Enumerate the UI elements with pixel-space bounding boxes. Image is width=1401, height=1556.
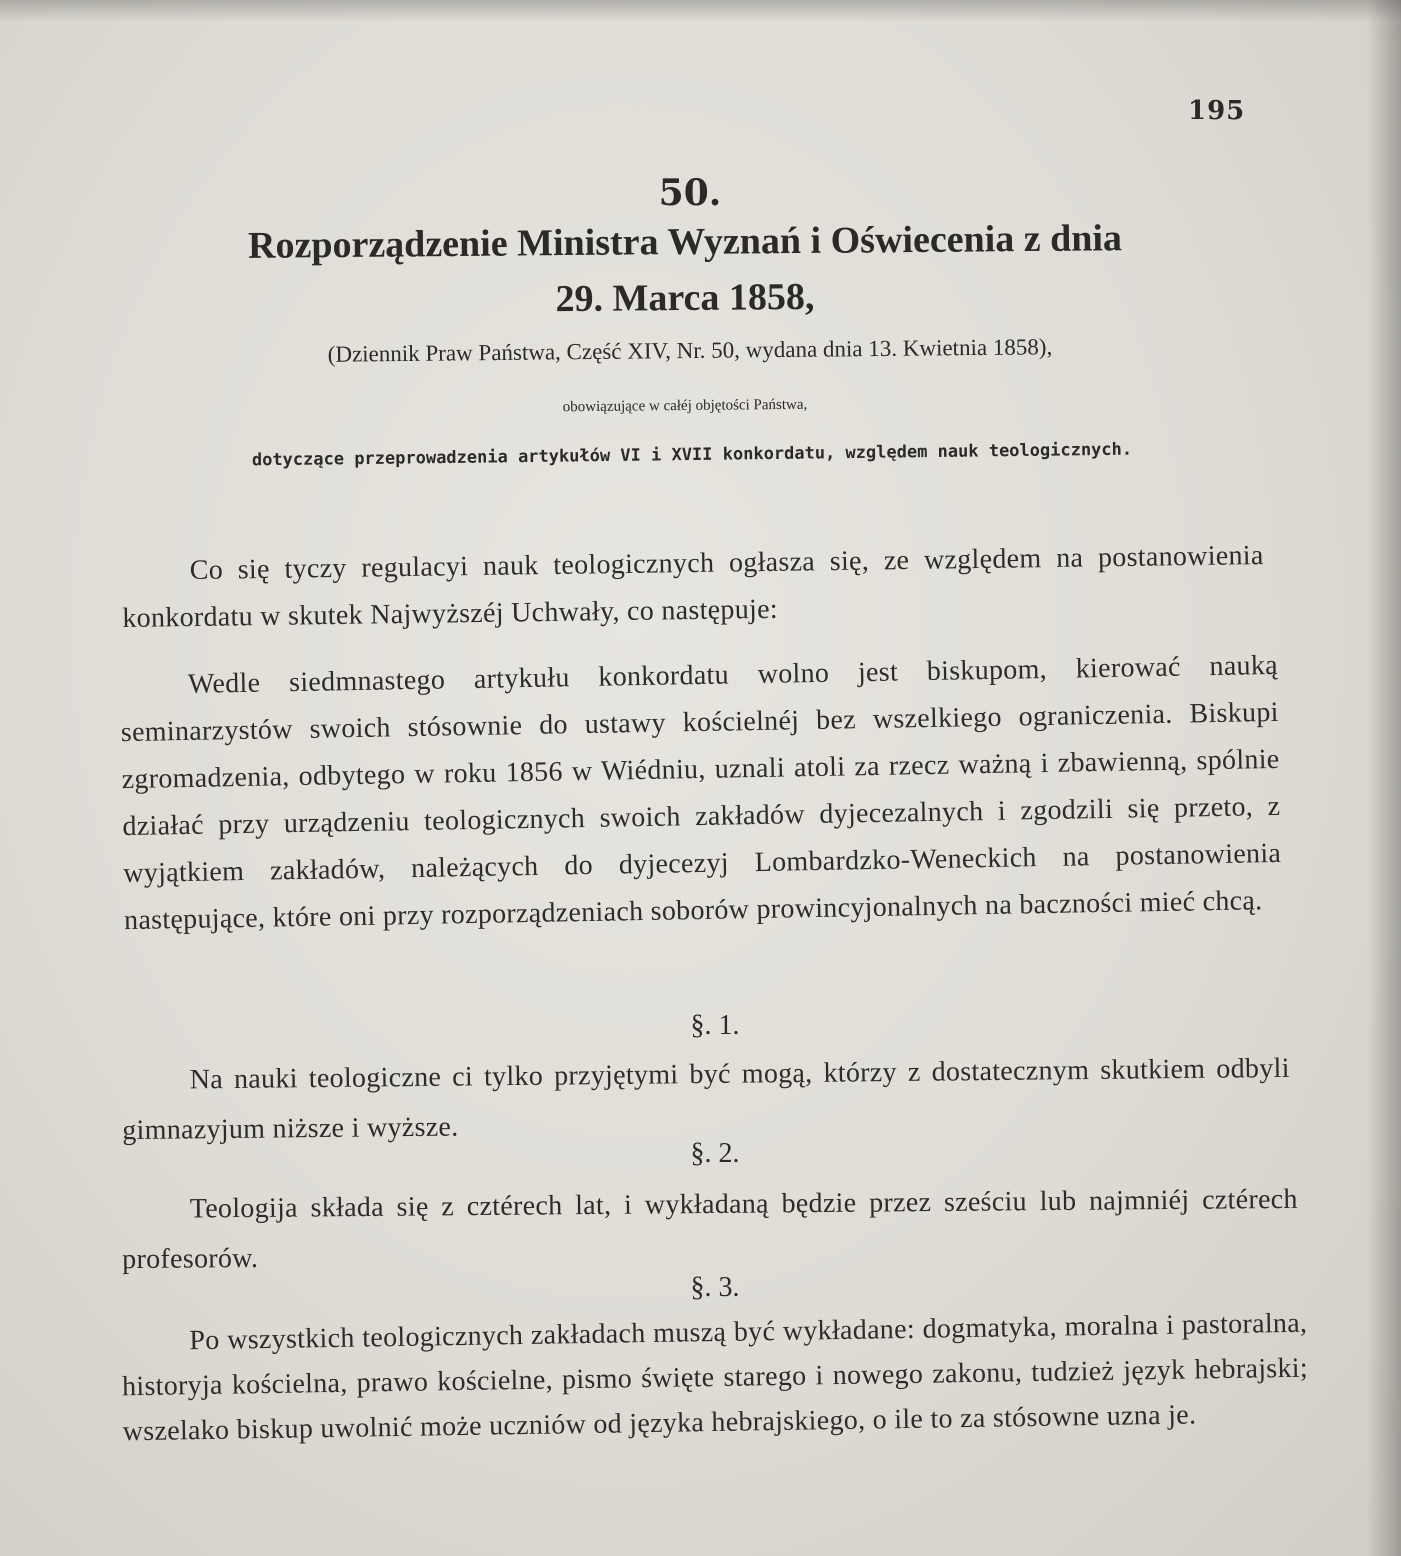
main-paragraph-text: Wedle siedmnastego artykułu konkordatu wolno jest biskupom, kierować nauką seminarzystów swoich stósownie do ustawy kościelnéj bez wszelkiego ograniczenia. Biskupi zgromadzenia, odbytego w roku 1856 w Wiédniu, uznali atoli za rzecz ważną i zbawienną, spólnie działać przy urządzeniu teologicznych swoich zakładów dyjecezalnych i zgodzili się przeto, z wyjątkiem zakładów, należących do dyjecezyj Lombardzko-Weneckich na postanowienia następujące, które oni przy rozporządzeniach soborów prowincyjonalnych na baczności mieć chcą. [120,649,1282,937]
main-paragraph [120,642,1283,944]
section-2-text: Teologija składa się z cztérech lat, i wykładaną będzie przez sześciu lub najmniéj cztérech profesorów. [122,1183,1298,1276]
page-edge-shadow [1367,0,1401,1556]
section-mark-3: §. 3. [690,1272,740,1303]
page-top-shadow [0,0,1401,22]
section-2-paragraph [122,1175,1299,1285]
section-3-paragraph [121,1301,1309,1455]
decree-subject: dotyczące przeprowadzenia artykułów VI i XVII konkordatu, względem nauk teologicznych. [251,439,1133,471]
title-line-2: 29. Marca 1858, [555,275,815,321]
page-number: 195 [1188,96,1246,126]
intro-text: Co się tyczy regulacyi nauk teologicznych ogłasza się, ze względem na postanowienia konkordatu w skutek Najwyższéj Uchwały, co następuje: [122,540,1264,634]
section-mark-2: §. 2. [690,1138,740,1169]
journal-reference: (Dziennik Praw Państwa, Część XIV, Nr. 50, wydana dnia 13. Kwietnia 1858), [327,334,1053,367]
intro-paragraph [121,532,1264,642]
act-number: 50. [658,172,722,214]
title-line-1: Rozporządzenie Ministra Wyznań i Oświecenia z dnia [247,217,1123,267]
section-3-text: Po wszystkich teologicznych zakładach muszą być wykładane: dogmatyka, moralna i pastoralna, historyja kościelna, prawo kościelne, pismo święte starego i nowego zakonu, tudzież język hebrajski; wszelako biskup uwolnić może uczniów od języka hebrajskiego, o ile to za stósowne uzna je. [121,1307,1309,1448]
section-1-text: Na nauki teologiczne ci tylko przyjętymi być mogą, którzy z dostatecznym skutkiem odbyli gimnazyjum niższe i wyższe. [122,1052,1290,1147]
obligation-note: obowiązujące w całéj objętości Państwa, [562,396,808,416]
section-mark-1: §. 1. [690,1010,740,1041]
